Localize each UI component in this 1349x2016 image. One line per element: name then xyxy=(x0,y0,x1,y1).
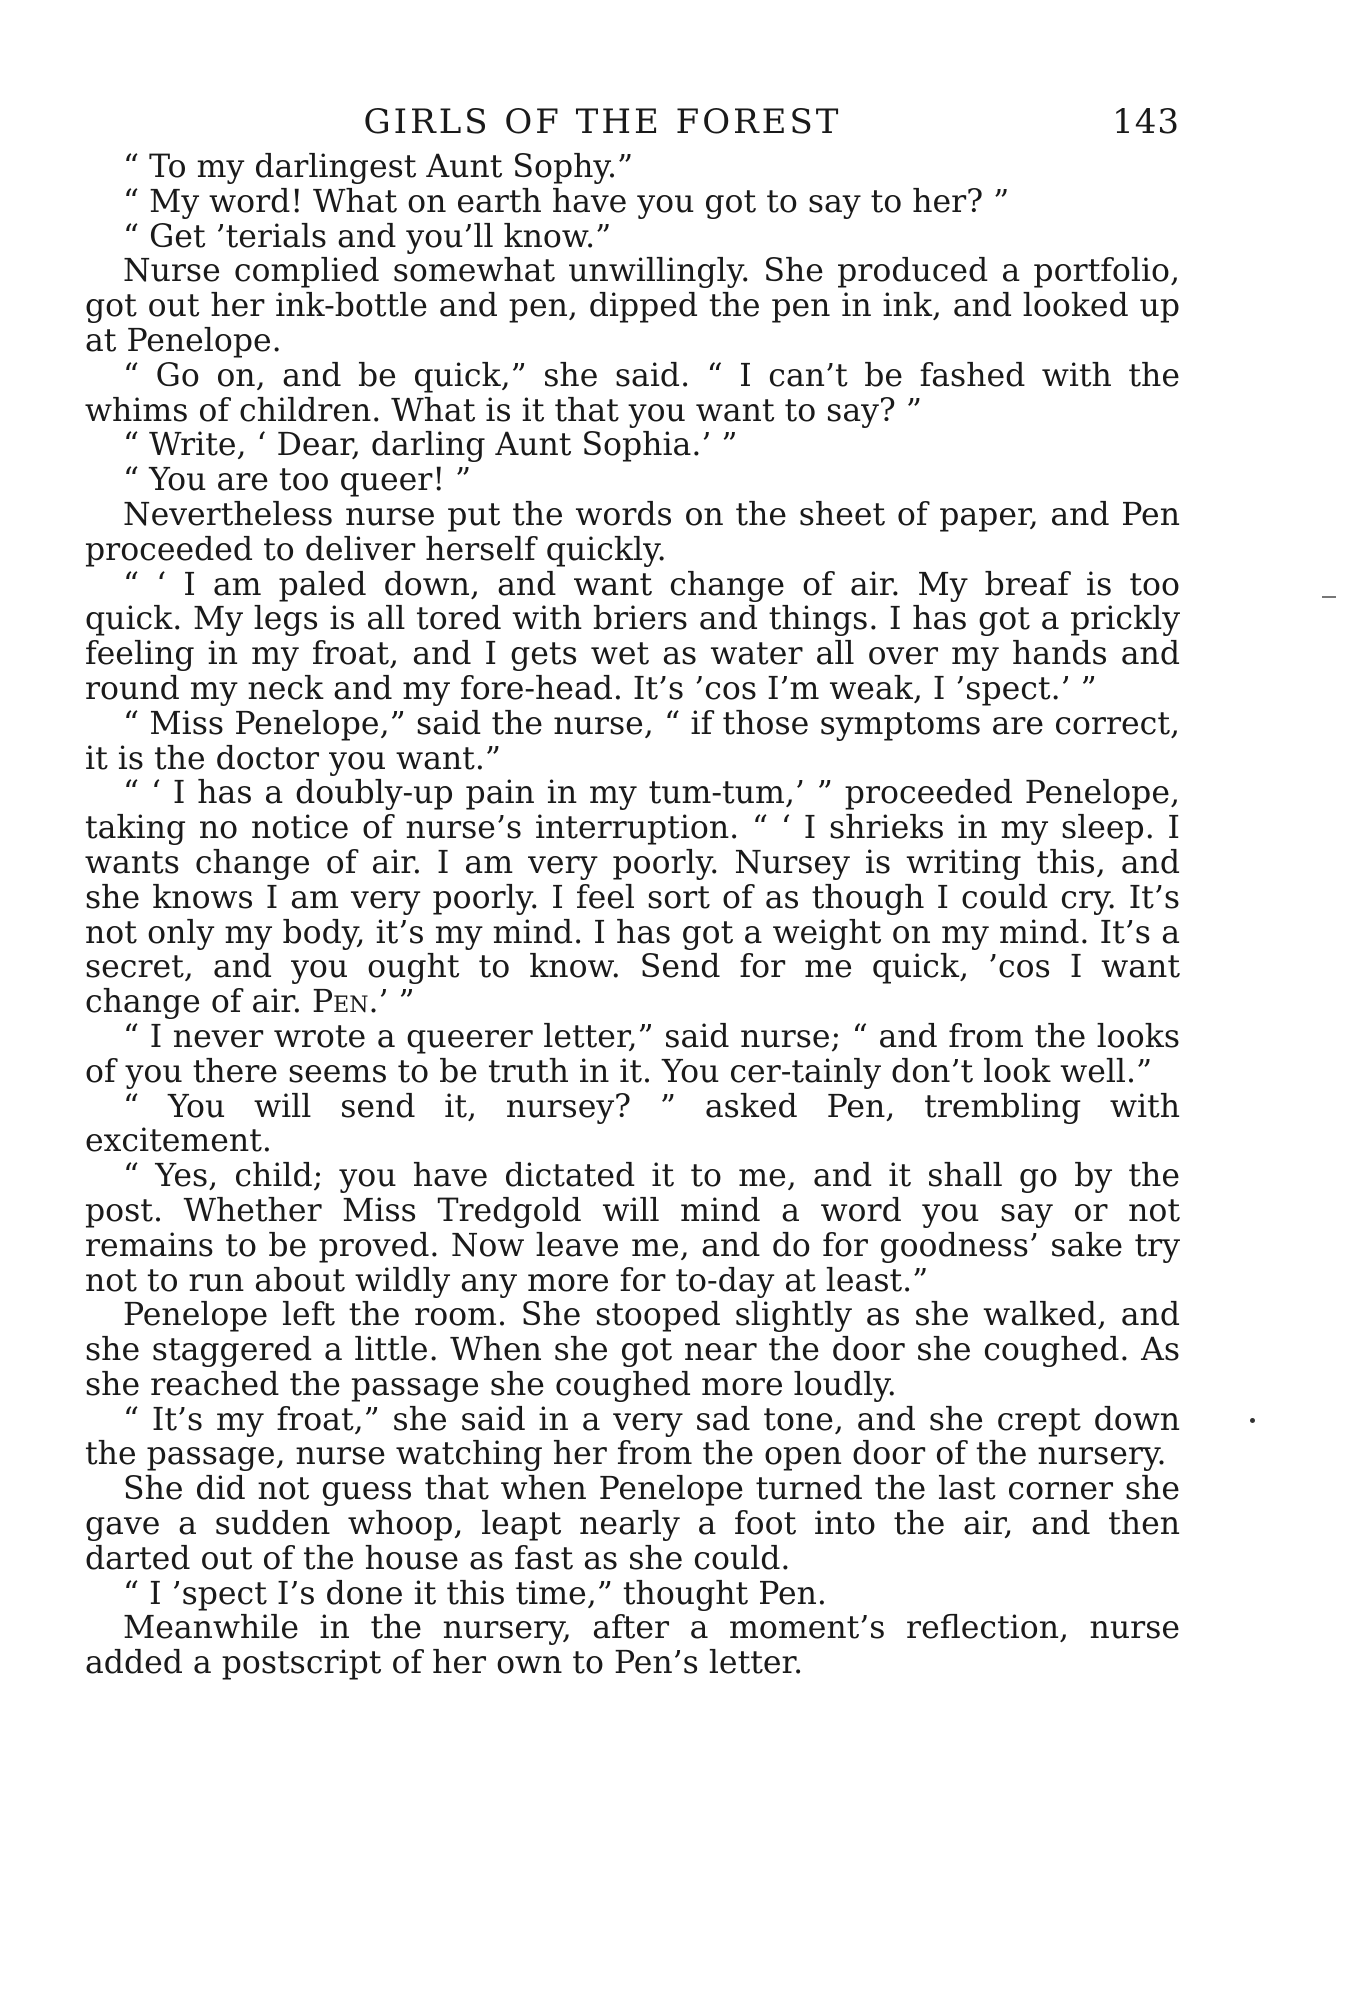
letter-signature: Pen.’ ” xyxy=(311,984,415,1021)
paragraph: Nevertheless nurse put the words on the sheet of paper, and Pen proceeded to deliver herself quickly. xyxy=(85,496,1180,568)
paragraph: “ Get ’terials and you’ll know.” xyxy=(123,218,612,255)
paragraph: Nurse complied somewhat unwillingly. She produced a portfolio, got out her ink-bottle and pen, dipped the pen in ink, and looked up at Penelope. xyxy=(85,253,1180,359)
paragraph: “ It’s my froat,” she said in a very sad tone, and she crept down the passage, nurse watching her from the open door of the nursery. xyxy=(85,1401,1180,1473)
paragraph: Meanwhile in the nursery, after a moment’s reflection, nurse added a postscript of her own to Pen’s letter. xyxy=(85,1610,1180,1682)
paragraph: Penelope left the room. She stooped slightly as she walked, and she staggered a little. When she got near the door she coughed. As she reached the passage she coughed more loudly. xyxy=(85,1297,1180,1403)
paragraph: “ You will send it, nursey? ” asked Pen, trembling with excitement. xyxy=(85,1088,1180,1160)
paragraph: She did not guess that when Penelope turned the last corner she gave a sudden whoop, leapt nearly a foot into the air, and then darted out of the house as fast as she could. xyxy=(85,1471,1180,1577)
margin-dash-mark xyxy=(1322,596,1336,598)
running-head xyxy=(85,80,1180,140)
book-page xyxy=(85,80,1180,1980)
body-text xyxy=(85,150,1180,1681)
page-number: 143 xyxy=(1112,102,1180,142)
paragraph: “ Yes, child; you have dictated it to me, and it shall go by the post. Whether Miss Tredgold will mind a word you say or not remains to be proved. Now leave me, and do for goodness’ sake try not to run about wildly any more for to-day at least.” xyxy=(85,1158,1180,1299)
margin-dot-mark xyxy=(1250,1418,1255,1423)
paragraph-text: “ ‘ I has a doubly-up pain in my tum-tum,’ ” proceeded Penelope, taking no notice of nurse’s interruption. “ ‘ I shrieks in my sleep. I wants change of air. I am very poorly. Nursey is writing this, and she knows I am very poorly. I feel sort of as though I could cry. It’s not only my body, it’s my mind. I has got a weight on my mind. It’s a secret, and you ought to know. Send for me quick, ’cos I want change of air. xyxy=(85,775,1180,1021)
paragraph: “ Miss Penelope,” said the nurse, “ if those symptoms are correct, it is the doctor you want.” xyxy=(85,705,1180,777)
paragraph-with-letter-signature xyxy=(85,776,1180,1020)
running-title: GIRLS OF THE FOREST xyxy=(363,102,842,142)
paragraph: “ My word! What on earth have you got to say to her? ” xyxy=(123,183,1010,220)
paragraph: “ To my darlingest Aunt Sophy.” xyxy=(123,149,634,185)
paragraph: “ Write, ‘ Dear, darling Aunt Sophia.’ ” xyxy=(123,427,738,464)
paragraph: “ ‘ I am paled down, and want change of air. My breaf is too quick. My legs is all tored with briers and things. I has got a prickly feeling in my froat, and I gets wet as water all over my hands and round my neck and my fore-head. It’s ’cos I’m weak, I ’spect.’ ” xyxy=(85,566,1180,707)
paragraph: “ I ’spect I’s done it this time,” thought Pen. xyxy=(123,1575,827,1612)
paragraph: “ You are too queer! ” xyxy=(123,462,472,499)
paragraph: “ Go on, and be quick,” she said. “ I can’t be fashed with the whims of children. What is it that you want to say? ” xyxy=(85,357,1180,429)
paragraph: “ I never wrote a queerer letter,” said nurse; “ and from the looks of you there seems to be truth in it. You cer-tainly don’t look well.” xyxy=(85,1018,1180,1090)
